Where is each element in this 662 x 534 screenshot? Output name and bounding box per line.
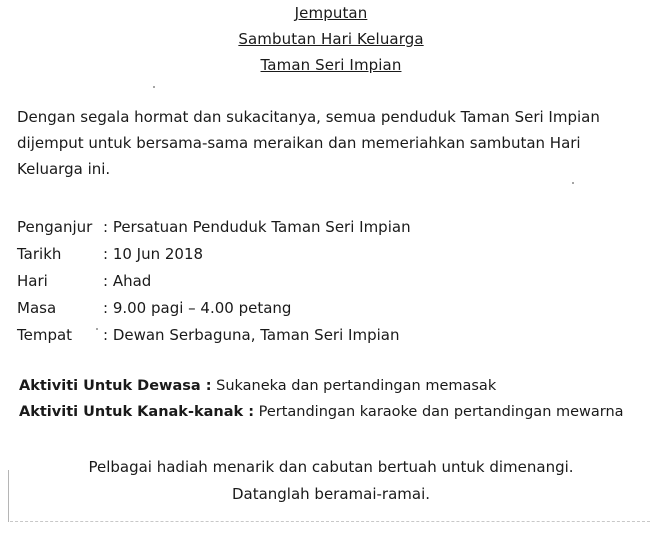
event-title: Sambutan Hari Keluarga xyxy=(238,30,424,48)
scan-speck xyxy=(96,328,98,330)
activity-value: Sukaneka dan pertandingan memasak xyxy=(216,378,497,394)
intro-line-2: dijemput untuk bersama-sama meraikan dan memeriahkan sambutan Hari xyxy=(17,134,581,152)
activity-children xyxy=(19,404,624,420)
detail-row-time xyxy=(17,299,291,317)
closing-line-prizes: Pelbagai hadiah menarik dan cabutan bertuah untuk dimenangi. xyxy=(88,458,574,476)
scan-speck xyxy=(572,182,574,184)
scan-speck xyxy=(153,86,155,88)
detail-label: Penganjur xyxy=(17,218,93,236)
intro-line-3: Keluarga ini. xyxy=(17,160,111,178)
detail-value: : Ahad xyxy=(103,272,152,290)
closing-line-invite: Datanglah beramai-ramai. xyxy=(231,485,431,503)
detail-label: Tarikh xyxy=(17,245,62,263)
detail-value: : 9.00 pagi – 4.00 petang xyxy=(103,299,292,317)
detail-row-date xyxy=(17,245,203,263)
detail-row-place xyxy=(17,326,399,344)
detail-label: Hari xyxy=(17,272,48,290)
activity-adults xyxy=(19,378,496,394)
intro-paragraph xyxy=(17,104,649,182)
activity-label: Aktiviti Untuk Kanak-kanak : xyxy=(19,404,254,420)
detail-value: : Persatuan Penduduk Taman Seri Impian xyxy=(103,218,411,236)
detail-label: Masa xyxy=(17,299,57,317)
scan-edge-bottom xyxy=(10,521,650,522)
scan-edge-left xyxy=(8,470,9,522)
invitation-heading: Jemputan xyxy=(294,4,368,22)
venue-title: Taman Seri Impian xyxy=(260,56,402,74)
activity-value: Pertandingan karaoke dan pertandingan mewarna xyxy=(258,404,624,420)
detail-value: : Dewan Serbaguna, Taman Seri Impian xyxy=(103,326,400,344)
detail-value: : 10 Jun 2018 xyxy=(103,245,204,263)
activity-label: Aktiviti Untuk Dewasa : xyxy=(19,378,212,394)
detail-row-organizer xyxy=(17,218,411,236)
detail-row-day xyxy=(17,272,151,290)
detail-label: Tempat xyxy=(17,326,73,344)
intro-line-1: Dengan segala hormat dan sukacitanya, semua penduduk Taman Seri Impian xyxy=(17,108,600,126)
